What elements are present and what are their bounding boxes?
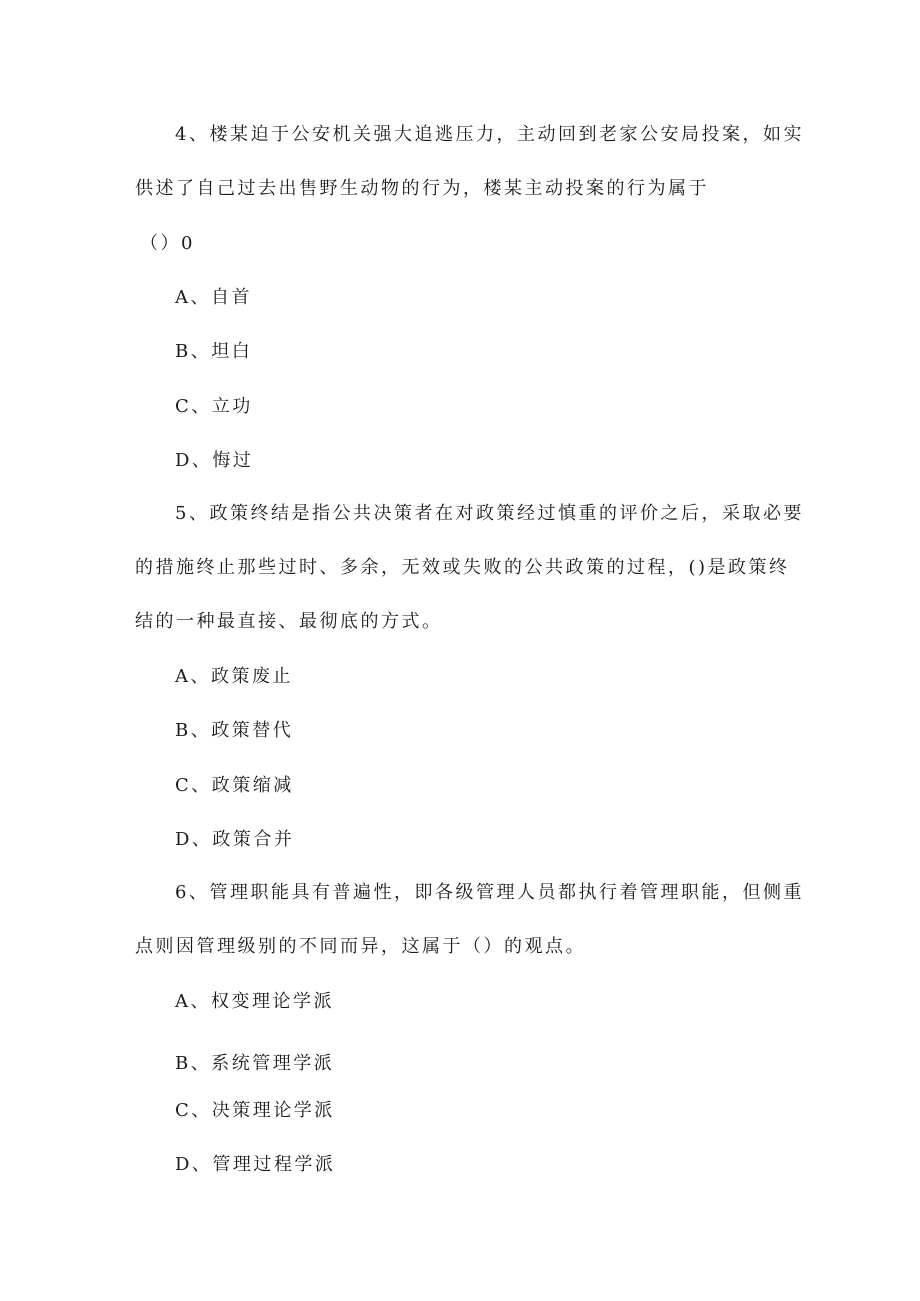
question-6-option-c: C、决策理论学派: [175, 1100, 335, 1121]
question-6-option-d: D、管理过程学派: [175, 1154, 336, 1175]
question-4-option-b: B、坦白: [175, 341, 253, 362]
question-4-option-c: C、立功: [175, 396, 253, 417]
question-6-option-a: A、权变理论学派: [175, 991, 334, 1012]
question-4-stem-line-3: （）0: [140, 233, 195, 254]
question-4-option-a: A、自首: [175, 287, 252, 308]
question-6-stem-line-2: 点则因管理级别的不同而异，这属于（）的观点。: [135, 936, 586, 957]
question-5-option-b: B、政策替代: [175, 720, 294, 741]
question-4-stem-line-2: 供述了自己过去出售野生动物的行为，楼某主动投案的行为属于: [135, 178, 709, 199]
question-4-option-d: D、悔过: [175, 450, 254, 471]
question-5-option-a: A、政策废止: [175, 666, 293, 687]
question-5-stem-line-1: 5、政策终结是指公共决策者在对政策经过慎重的评价之后，采取必要: [175, 503, 804, 524]
question-4-stem-line-1: 4、楼某迫于公安机关强大追逃压力，主动回到老家公安局投案，如实: [175, 124, 804, 145]
question-5-option-d: D、政策合并: [175, 829, 295, 850]
question-5-stem-line-2: 的措施终止那些过时、多余，无效或失败的公共政策的过程，()是政策终: [135, 557, 790, 578]
question-5-option-c: C、政策缩减: [175, 775, 294, 796]
question-6-option-b: B、系统管理学派: [175, 1053, 335, 1074]
question-6-stem-line-1: 6、管理职能具有普遍性，即各级管理人员都执行着管理职能，但侧重: [175, 882, 804, 903]
question-5-stem-line-3: 结的一种最直接、最彻底的方式。: [135, 611, 443, 632]
